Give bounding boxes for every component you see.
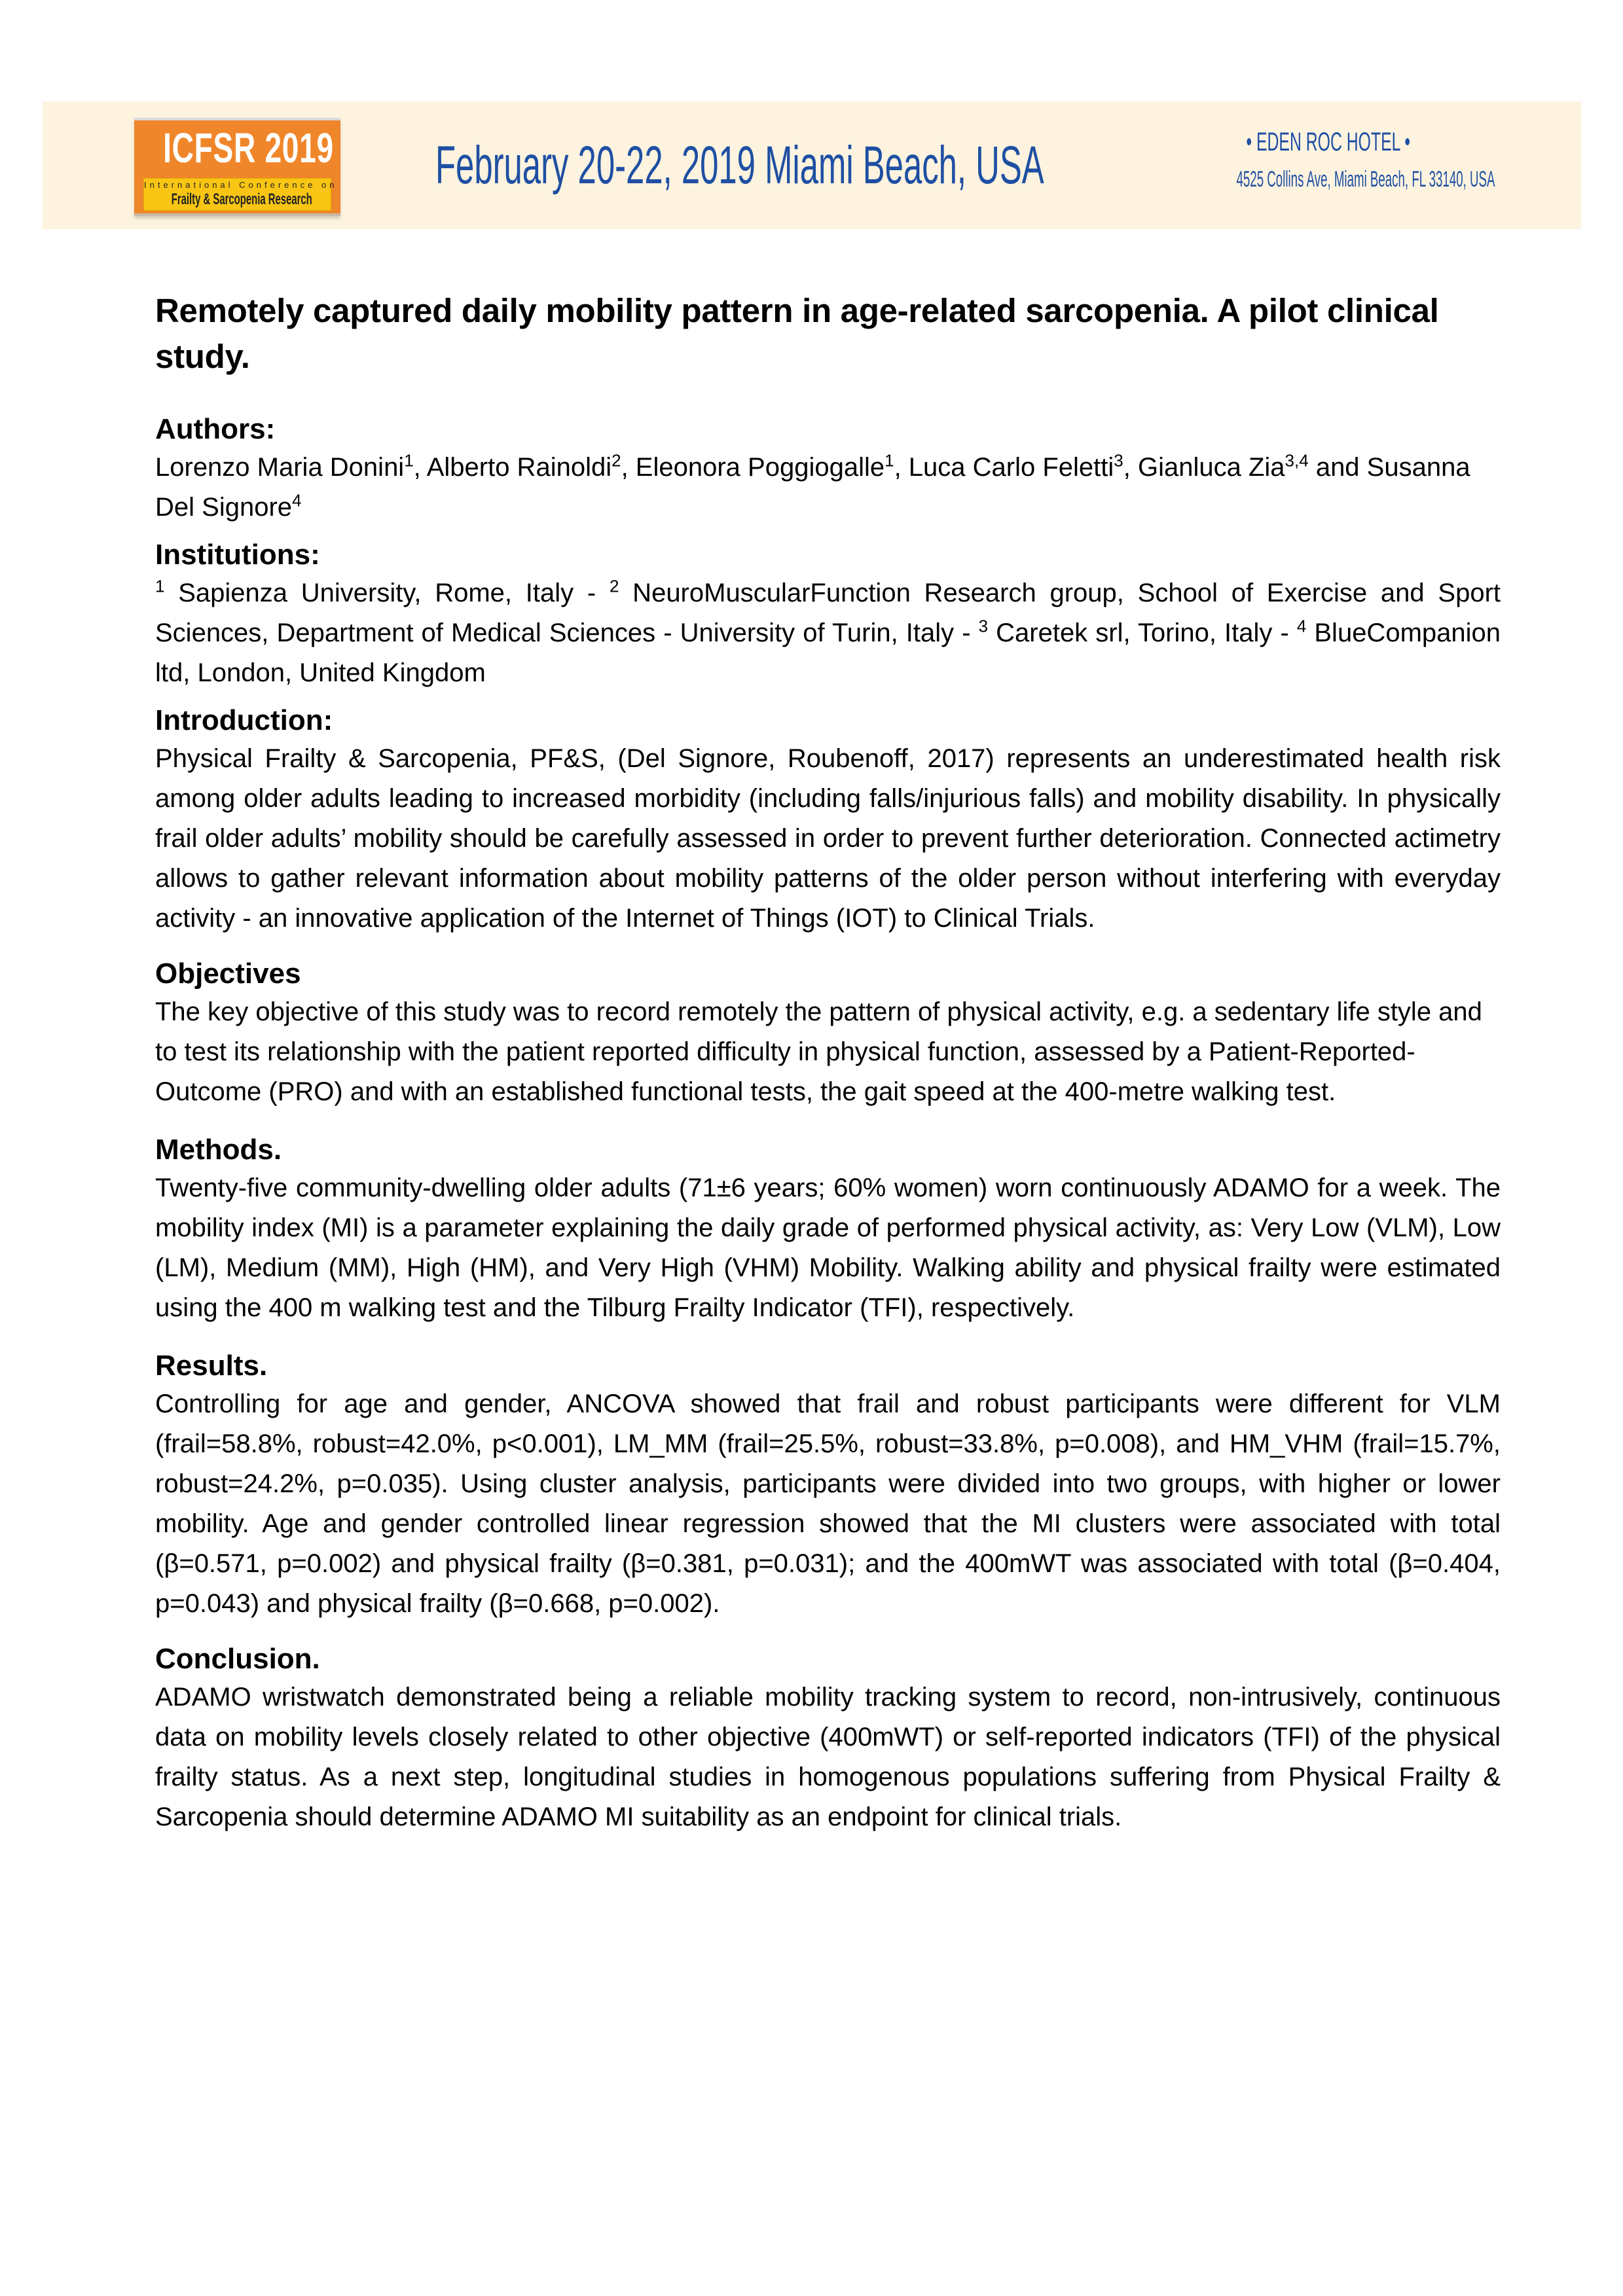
objectives-text: The key objective of this study was to record remotely the pattern of physical activity, e.g. a sedentary life style and to test its relationship with the patient reported difficulty in physical function, assessed by a Patient-Reported-Outcome (PRO) and with an established functional tests, the gait speed at the 400-metre walking test. [155,997,1482,1106]
logo-subtitle-line2: Frailty & Sarcopenia Research [171,190,312,208]
author-name: Gianluca Zia [1137,453,1285,482]
institutions-section [155,537,1501,693]
author-name: Lorenzo Maria Donini [155,453,405,482]
author-name: Susanna Del Signore [155,453,1470,522]
conclusion-text: ADAMO wristwatch demonstrated being a reliable mobility tracking system to record, non-intrusively, continuous data on mobility levels closely related to other objective (400mWT) or self-reported indicators (TFI) of the physical frailty status. As a next step, longitudinal studies in homogenous populations suffering from Physical Frailty & Sarcopenia should determine ADAMO MI suitability as an endpoint for clinical trials. [155,1683,1501,1831]
institution-name: NeuroMuscularFunction Research group, School of Exercise and Sport Sciences, Department of Medical Sciences - University of Turin, Italy [155,579,1501,647]
conference-banner [43,101,1581,229]
institutions-list: $^1$ Sapienza University, Rome, Italy - $^2$ NeuroMuscularFunction Research group, School of Exercise and Sport Sciences, Department of Medical Sciences - University of Turin, Italy - $^3$ Caretek srl, Torino, Italy - $^4$ BlueCompanion ltd, London, United Kingdom [155,576,1501,687]
conclusion-heading: Conclusion. [155,1643,320,1675]
objectives-section [155,956,1501,1112]
icfsr-logo [134,118,340,216]
methods-text: Twenty-five community-dwelling older adults (71±6 years; 60% women) worn continuously ADAMO for a week. The mobility index (MI) is a parameter explaining the daily grade of performed physical activity, as: Very Low (VLM), Low (LM), Medium (MM), High (HM), and Very High (VHM) Mobility. Walking ability and physical frailty were estimated using the 400 m walking test and the Tilburg Frailty Indicator (TFI), respectively. [155,1174,1501,1322]
results-heading: Results. [155,1350,268,1382]
introduction-heading: Introduction: [155,704,333,736]
logo-subtitle-line1: International Conference on [144,180,338,190]
hotel-name: • EDEN ROC HOTEL • [1246,128,1411,156]
author-name: Alberto Rainoldi [426,453,612,482]
conclusion-section [155,1641,1501,1837]
logo-title: ICFSR 2019 [163,124,334,171]
introduction-text: Physical Frailty & Sarcopenia, PF&S, (Del Signore, Roubenoff, 2017) represents an underestimated health risk among older adults leading to increased morbidity (including falls/injurious falls) and mobility disability. In physically frail older adults’ mobility should be carefully assessed in order to prevent further deterioration. Connected actimetry allows to gather relevant information about mobility patterns of the older person without interfering with everyday activity - an innovative application of the Internet of Things (IOT) to Clinical Trials. [155,744,1501,933]
conference-date-location: February 20-22, 2019 Miami Beach, USA [435,135,1044,195]
results-section [155,1348,1501,1624]
author-name: Luca Carlo Feletti [908,453,1114,482]
introduction-section [155,702,1501,939]
institution-number: 4 [1296,616,1307,636]
institutions-heading: Institutions: [155,539,320,571]
authors-list: Lorenzo Maria Donini$^1$, Alberto Rainoldi$^2$, Eleonora Poggiogalle$^1$, Luca Carlo Feletti$^3$, Gianluca Zia$^{3,4}$ and Susanna Del Signore$^4$ [155,450,1470,522]
results-text: Controlling for age and gender, ANCOVA showed that frail and robust participants were different for VLM (frail=58.8%, robust=42.0%, p<0.001), LM_MM (frail=25.5%, robust=33.8%, p=0.008), and HM_VHM (frail=15.7%, robust=24.2%, p=0.035). Using cluster analysis, participants were divided into two groups, with higher or lower mobility. Age and gender controlled linear regression showed that the MI clusters were associated with total (β=0.571, p=0.002) and physical frailty (β=0.381, p=0.031); and the 400mWT was associated with total (β=0.404, p=0.043) and physical frailty (β=0.668, p=0.002). [155,1390,1501,1618]
authors-section [155,411,1501,528]
methods-heading: Methods. [155,1134,282,1166]
author-affiliation-marker: 4 [292,490,302,511]
author-name: Eleonora Poggiogalle [635,453,885,482]
abstract-content [155,288,1501,1837]
author-affiliation-marker: 1 [884,450,894,471]
paper-title: Remotely captured daily mobility pattern in age-related sarcopenia. A pilot clinical study. [155,292,1439,375]
institution-name: Sapienza University, Rome, Italy [164,579,574,607]
hotel-address: 4525 Collins Ave, Miami Beach, FL 33140, USA [1236,167,1495,192]
author-affiliation-marker: 1 [404,450,414,471]
institution-number: 2 [609,576,619,596]
authors-heading: Authors: [155,413,276,445]
author-affiliation-marker: 2 [611,450,621,471]
author-affiliation-marker: 3,4 [1285,450,1309,471]
institution-number: 3 [978,616,989,636]
institution-number: 1 [155,576,165,596]
institution-name: BlueCompanion ltd, London, United Kingdom [155,619,1501,687]
objectives-heading: Objectives [155,958,301,990]
institution-name: Caretek srl, Torino, Italy [988,619,1273,647]
logo-subtitle-box [143,178,338,211]
author-affiliation-marker: 3 [1114,450,1123,471]
methods-section [155,1132,1501,1328]
